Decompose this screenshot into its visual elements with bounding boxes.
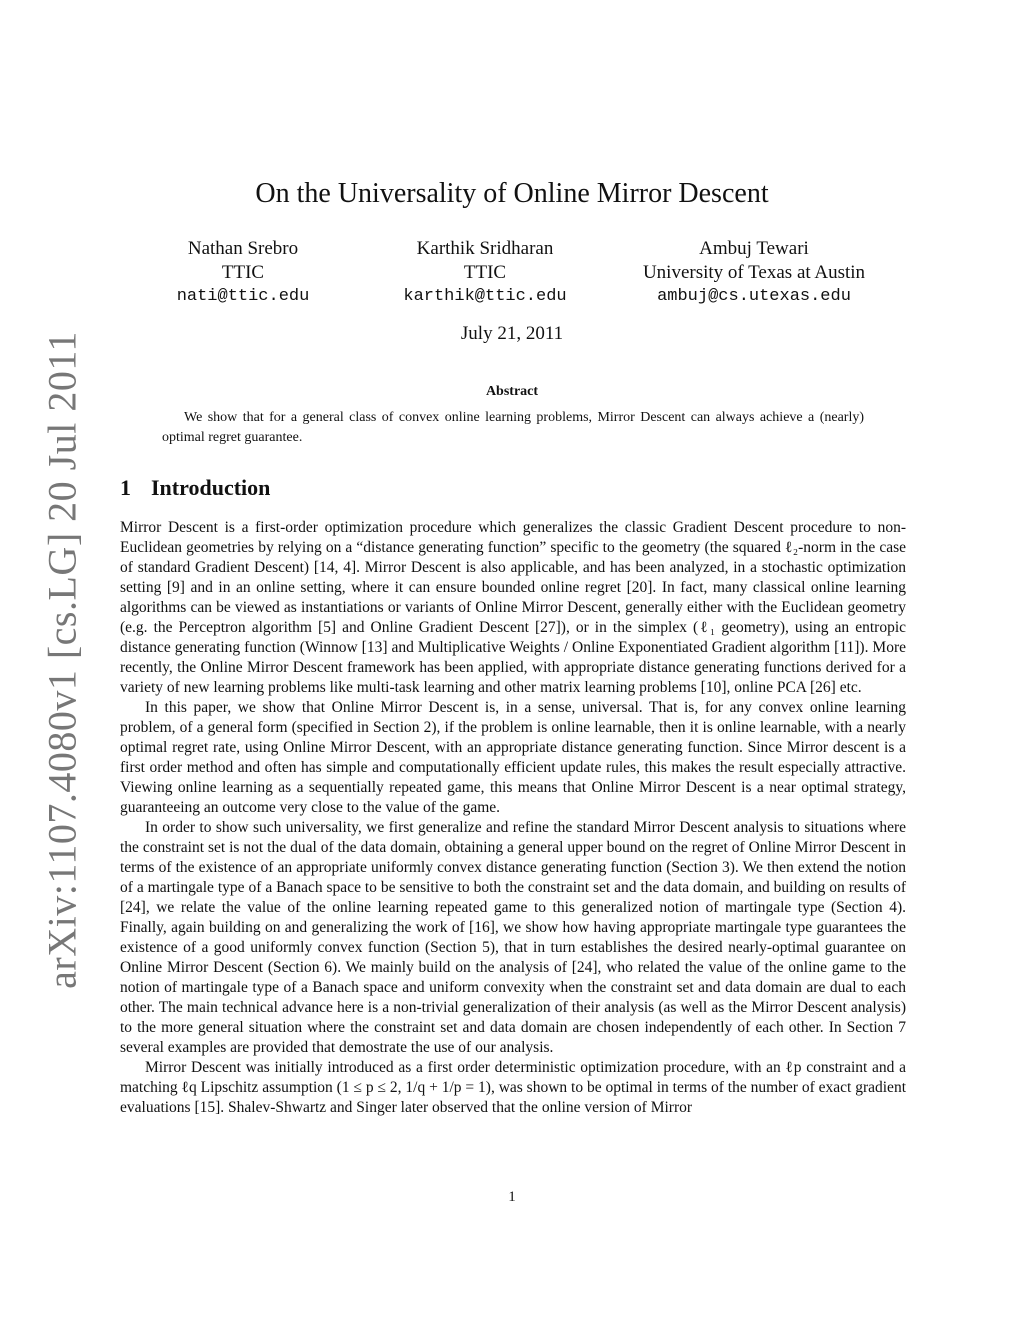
author-affiliation: University of Texas at Austin [642,262,866,283]
author-name: Nathan Srebro [187,238,299,259]
author-block [113,237,373,309]
paragraph: In this paper, we show that Online Mirror Descent is, in a sense, universal. That is, for any convex online learning problem, of a general form (specified in Section 2), if the problem is online learnable, then it is online learnable, with a nearly optimal regret rate, using Online Mirror Descent, with an appropriate distance generating function. Since Mirror descent is a first order method and often has simple and computationally efficient update rules, this makes the result especially attractive. Viewing online learning as a sequentially repeated game, this means that Online Mirror Descent is a near optimal strategy, guaranteeing an outcome very close to the value of the game. [120,699,906,816]
section-title: Introduction [151,475,271,500]
paragraph: Mirror Descent was initially introduced as a first order deterministic optimization procedure, with an ℓp constraint and a matching ℓq Lipschitz assumption (1 ≤ p ≤ 2, 1/q + 1/p = 1), was shown to be optimal in terms of the number of exact gradient evaluations [15]. Shalev-Shwartz and Singer later observed that the online version of Mirror [120,1059,906,1116]
publication-date: July 21, 2011 [460,323,564,344]
author-email[interactable]: ambuj@cs.utexas.edu [657,287,851,306]
author-email[interactable]: karthik@ttic.edu [403,287,567,306]
author-affiliation: TTIC [221,262,265,283]
page-number: 1 [508,1189,516,1205]
paragraph: Mirror Descent is a first-order optimization procedure which generalizes the classic Gradient Descent procedure to non-Euclidean geometries by relying on a “distance generating function” specific to the geometry (the squared ℓ₂-norm in the case of standard Gradient Descent) [14, 4]. Mirror Descent is also applicable, and has been analyzed, in a stochastic optimization setting [9] and in an online setting, where it can ensure bounded online regret [20]. In fact, many classical online learning algorithms can be viewed as instantiations or variants of Online Mirror Descent, generally either with the Euclidean geometry (e.g. the Perceptron algorithm [5] and Online Gradient Descent [27]), or in the simplex (ℓ₁ geometry), using an entropic distance generating function (Winnow [13] and Multiplicative Weights / Online Exponentiated Gradient algorithm [11]). More recently, the Online Mirror Descent framework has been applied, with appropriate distance generating functions derived for a variety of new learning problems like multi-task learning and other matrix learning problems [10], online PCA [26] etc. [120,519,906,696]
abstract-text: We show that for a general class of convex online learning problems, Mirror Descent can always achieve a (nearly) optimal regret guarantee. [162,410,864,445]
author-affiliation: TTIC [463,262,507,283]
author-block [355,237,615,309]
author-block [624,237,884,309]
abstract-heading: Abstract [485,384,539,399]
paragraph: In order to show such universality, we first generalize and refine the standard Mirror Descent analysis to situations where the constraint set is not the dual of the data domain, obtaining a general upper bound on the regret of Online Mirror Descent in terms of the existence of an appropriate uniformly convex distance generating function (Section 3). We then extend the notion of a martingale type of a Banach space to be sensitive to both the constraint set and the data domain, and building on results of [24], we relate the value of the online learning repeated game to this generalized notion of martingale type (Section 4). Finally, again building on and generalizing the work of [16], we show how having appropriate martingale type guarantees the existence of a good uniformly convex function (Section 5), that in turn establishes the desired nearly-optimal guarantee on Online Mirror Descent (Section 6). We mainly build on the analysis of [24], who related the value of the online game to the notion of martingale type of a Banach space and uniform convexity when the constraint set and data domain are dual to each other. The main technical advance here is a non-trivial generalization of their analysis (as well as the Mirror Descent analysis) to the more general situation where the constraint set and data domain are chosen independently of each other. In Section 7 several examples are provided that demostrate the use of our analysis. [120,819,906,1056]
section-heading [120,475,270,501]
body-text [120,518,906,1118]
author-email[interactable]: nati@ttic.edu [176,287,310,306]
arxiv-identifier: arXiv:1107.4080v1 [cs.LG] 20 Jul 2011 [39,331,85,989]
author-name: Ambuj Tewari [699,238,809,259]
section-number: 1 [120,475,131,500]
author-name: Karthik Sridharan [416,238,554,259]
paper-title: On the Universality of Online Mirror Descent [255,178,769,209]
